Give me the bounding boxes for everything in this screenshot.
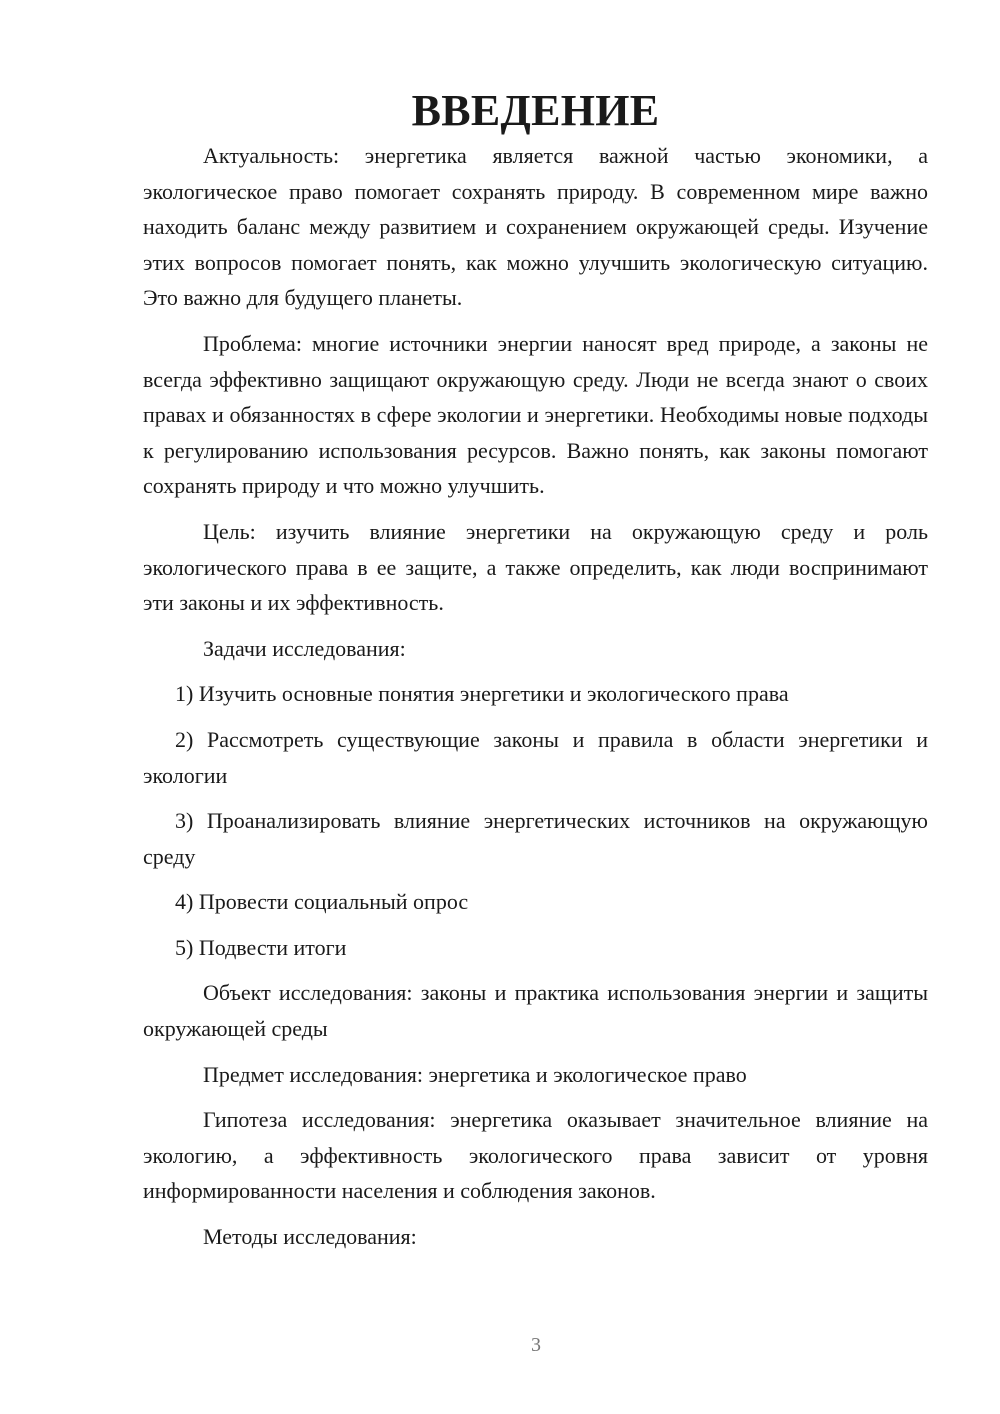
paragraph-problem: Проблема: многие источники энергии наносят вред природе, а законы не всегда эффективно защищают окружающую среду. Люди не всегда знают о своих правах и обязанностях в сфере экологии и энергетики. Необходимы новые подходы к регулированию использования ресурсов. Важно понять, как законы помогают сохранять природу и что можно улучшить. bbox=[143, 330, 928, 499]
paragraph-hypothesis: Гипотеза исследования: энергетика оказывает значительное влияние на экологию, а эффективность экологического права зависит от уровня информированности населения и соблюдения законов. bbox=[143, 1107, 928, 1204]
paragraph-goal: Цель: изучить влияние энергетики на окружающую среду и роль экологического права в ее защите, а также определить, как люди воспринимают эти законы и их эффективность. bbox=[143, 518, 928, 616]
task-item-5: 5) Подвести итоги bbox=[175, 934, 347, 960]
task-item-4: 4) Провести социальный опрос bbox=[175, 889, 469, 915]
document-page bbox=[143, 86, 928, 1265]
paragraph-relevance: Актуальность: энергетика является важной частью экономики, а экологическое право помогает сохранять природу. В современном мире важно находить баланс между развитием и сохранением окружающей среды. Изучение этих вопросов помогает понять, как можно улучшить экологическую ситуацию. Это важно для будущего планеты. bbox=[143, 143, 928, 311]
paragraph-subject: Предмет исследования: энергетика и экологическое право bbox=[203, 1061, 747, 1087]
document-title: ВВЕДЕНИЕ bbox=[411, 86, 660, 135]
task-item-1: 1) Изучить основные понятия энергетики и экологического права bbox=[175, 681, 789, 707]
page-number: 3 bbox=[531, 1334, 541, 1356]
paragraph-tasks-heading: Задачи исследования: bbox=[203, 635, 406, 661]
task-item-3: 3) Проанализировать влияние энергетических источников на окружающую среду bbox=[143, 808, 928, 869]
task-item-2: 2) Рассмотреть существующие законы и правила в области энергетики и экологии bbox=[143, 726, 928, 788]
paragraph-methods: Методы исследования: bbox=[203, 1224, 417, 1250]
paragraph-object: Объект исследования: законы и практика использования энергии и защиты окружающей среды bbox=[143, 980, 928, 1042]
